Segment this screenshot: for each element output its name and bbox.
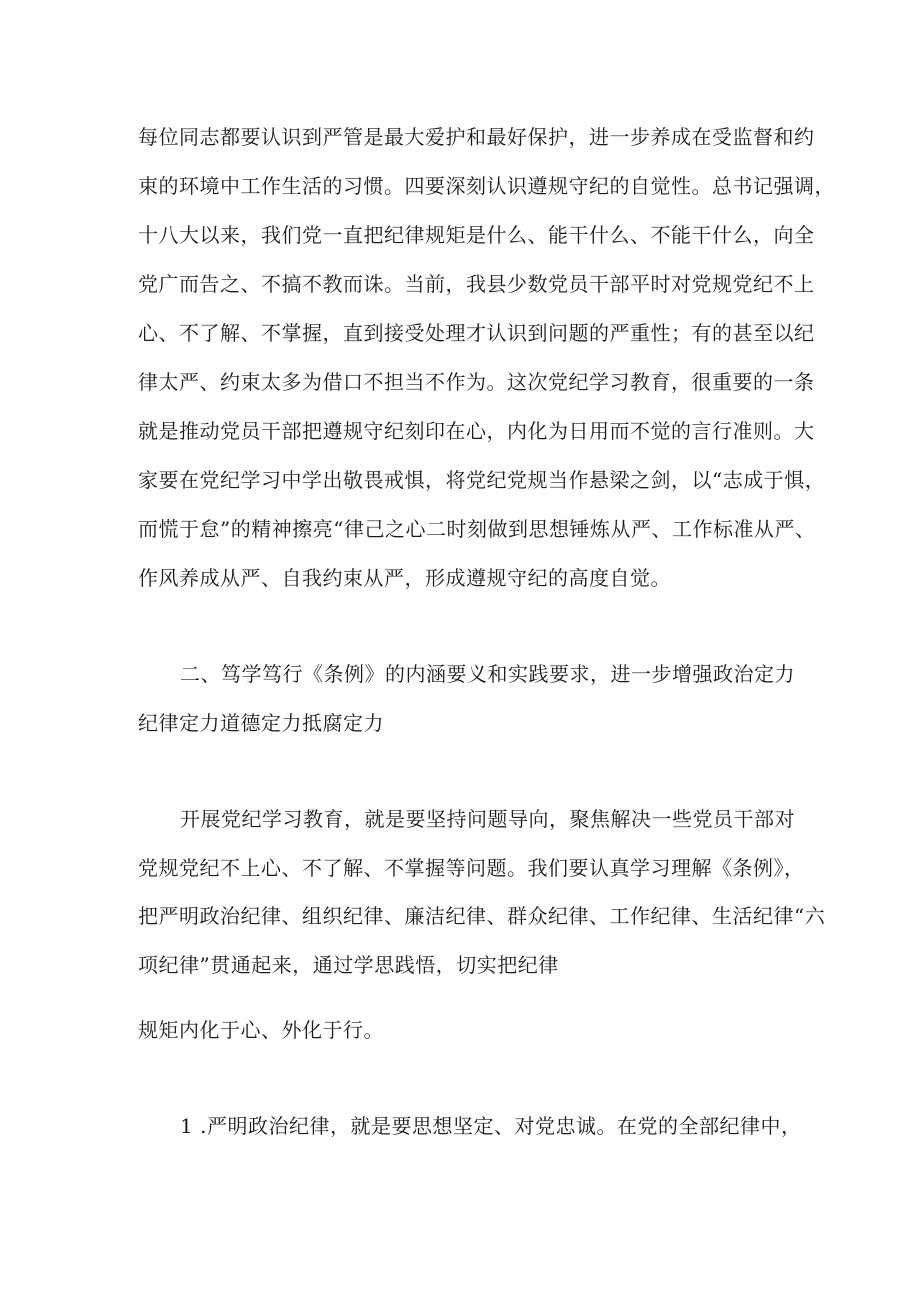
paragraph-line: 开展党纪学习教育，就是要坚持问题导向，聚焦解决一些党员干部对 [180, 807, 795, 831]
paragraph-line: 党广而告之、不搞不教而诛。当前，我县少数党员干部平时对党规党纪不上 [138, 272, 815, 296]
paragraph-line: 就是推动党员干部把遵规守纪刻印在心，内化为日用而不觉的言行准则。大 [138, 419, 815, 443]
paragraph-line: 家要在党纪学习中学出敬畏戒惧，将党纪党规当作悬梁之剑，以“志成于惧， [138, 468, 826, 492]
paragraph-line: 十八大以来，我们党一直把纪律规矩是什么、能干什么、不能干什么，向全 [138, 223, 815, 247]
paragraph-line: 束的环境中工作生活的习惯。四要深刻认识遵规守纪的自觉性。总书记强调， [138, 174, 835, 198]
paragraph-line: 党规党纪不上心、不了解、不掌握等问题。我们要认真学习理解《条例》， [138, 856, 805, 880]
paragraph-line: 律太严、约束太多为借口不担当不作为。这次党纪学习教育，很重要的一条 [138, 370, 815, 394]
section-heading: 纪律定力道德定力抵腐定力 [138, 711, 384, 735]
paragraph-line: 每位同志都要认识到严管是最大爱护和最好保护，进一步养成在受监督和约 [138, 125, 815, 149]
paragraph-line: 规矩内化于心、外化于行。 [138, 1018, 384, 1042]
paragraph-line: 作风养成从严、自我约束从严，形成遵规守纪的高度自觉。 [138, 566, 671, 590]
paragraph-line: 而慌于怠”的精神擦亮“律己之心二时刻做到思想锤炼从严、工作标准从严、 [138, 517, 816, 541]
numbered-item: 1 .严明政治纪律，就是要思想坚定、对党忠诚。在党的全部纪律中， [180, 1114, 802, 1138]
section-heading: 二、笃学笃行《条例》的内涵要义和实践要求，进一步增强政治定力 [180, 662, 795, 686]
paragraph-line: 心、不了解、不掌握，直到接受处理才认识到问题的严重性；有的甚至以纪 [138, 321, 815, 345]
paragraph-line: 项纪律”贯通起来，通过学思践悟，切实把纪律 [138, 953, 559, 977]
paragraph-line: 把严明政治纪律、组织纪律、廉洁纪律、群众纪律、工作纪律、生活纪律“六 [138, 904, 826, 928]
